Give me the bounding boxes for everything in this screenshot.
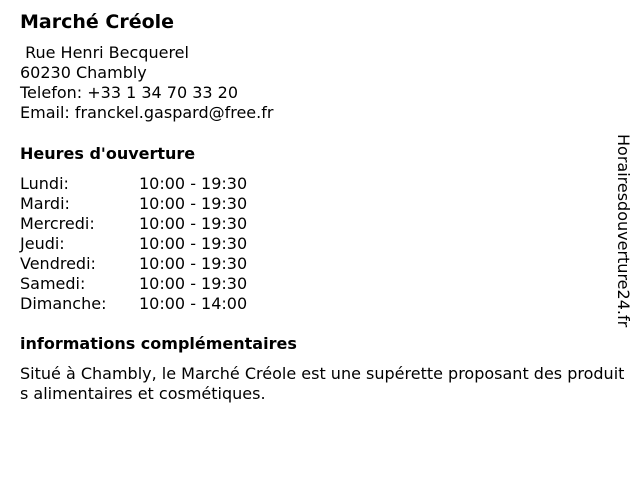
day-label: Mercredi:	[20, 214, 95, 233]
contact-block	[20, 43, 273, 123]
time-range: 10:00 - 19:30	[139, 194, 248, 213]
time-range: 10:00 - 19:30	[139, 174, 248, 193]
hours-heading: Heures d'ouverture	[20, 144, 196, 163]
phone-line: Telefon: +33 1 34 70 33 20	[20, 83, 239, 102]
day-label: Mardi:	[20, 194, 70, 213]
time-range: 10:00 - 14:00	[139, 294, 248, 313]
day-label: Vendredi:	[20, 254, 96, 273]
address-street: Rue Henri Becquerel	[20, 43, 189, 62]
day-label: Samedi:	[20, 274, 86, 293]
business-name: Marché Créole	[20, 11, 175, 33]
time-range: 10:00 - 19:30	[139, 254, 248, 273]
address-city: 60230 Chambly	[20, 63, 147, 82]
site-watermark	[611, 134, 635, 344]
business-description: Situé à Chambly, le Marché Créole est une supérette proposant des produits alimentaires et cosmétiques.	[20, 364, 625, 403]
day-label: Lundi:	[20, 174, 69, 193]
day-label: Dimanche:	[20, 294, 107, 313]
email-line: Email: franckel.gaspard@free.fr	[20, 103, 274, 122]
watermark-text: Horairesdouverture24.fr	[614, 134, 633, 328]
time-range: 10:00 - 19:30	[139, 274, 248, 293]
time-range: 10:00 - 19:30	[139, 214, 248, 233]
info-heading: informations complémentaires	[20, 334, 297, 353]
time-range: 10:00 - 19:30	[139, 234, 248, 253]
day-label: Jeudi:	[20, 234, 65, 253]
